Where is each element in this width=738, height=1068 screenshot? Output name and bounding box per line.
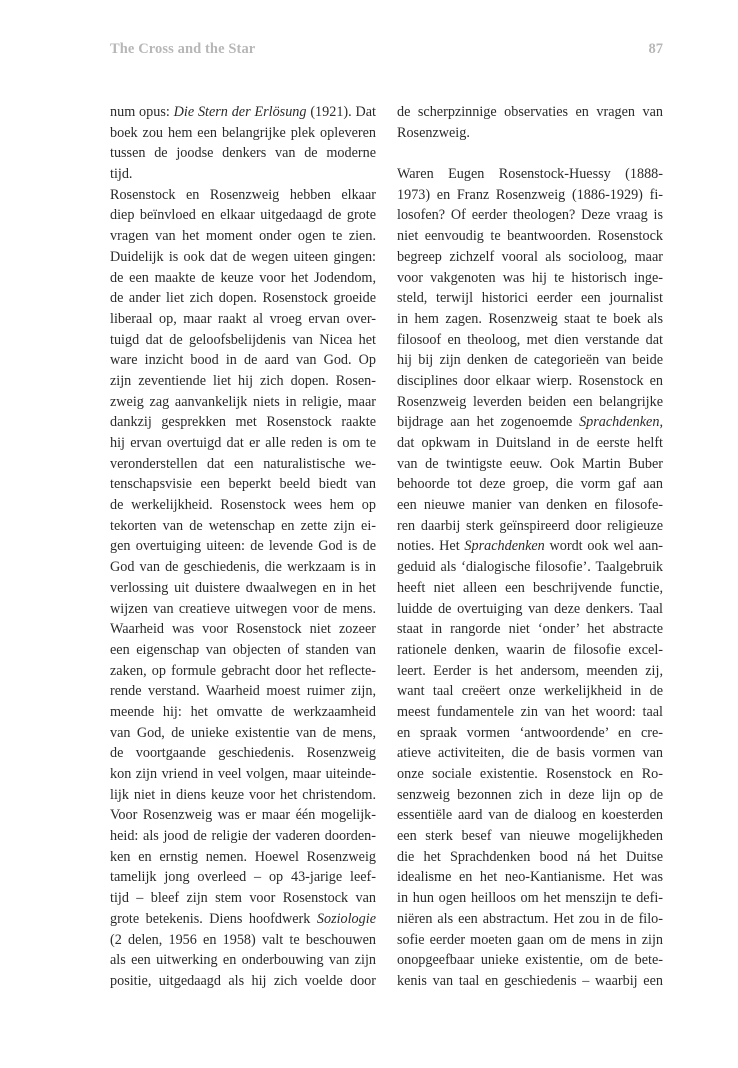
text-run: senzweig bezonnen zich in deze lijn op de bbox=[397, 786, 663, 803]
italic-text: Die Stern der Erlösung bbox=[173, 104, 307, 120]
text-line bbox=[397, 826, 663, 847]
text-run: niëren als een abstractum. Het zou in de filo- bbox=[397, 910, 663, 927]
text-line bbox=[397, 516, 663, 537]
text-run: kenis van taal en geschiedenis – waarbij een bbox=[397, 972, 663, 989]
right-text-column bbox=[397, 102, 663, 992]
text-run: God van de geschiedenis, die werkzaam is in bbox=[110, 559, 376, 576]
text-run: filosoof en theoloog, met dien verstande dat bbox=[397, 331, 663, 348]
text-line bbox=[110, 867, 376, 888]
text-run: grote betekenis. Diens hoofdwerk bbox=[110, 910, 317, 927]
text-run: Rosenstock en Rosenzweig hebben elkaar bbox=[110, 186, 376, 203]
text-line bbox=[397, 330, 663, 351]
text-run: als een uitwerking en onderbouwing van zijn bbox=[110, 952, 376, 969]
text-run: heeft niet alleen een beschrijvende functie, bbox=[397, 579, 663, 596]
text-line bbox=[397, 743, 663, 764]
text-run: luidde de overtuiging van deze denkers. Taal bbox=[397, 600, 663, 617]
text-line bbox=[110, 909, 376, 930]
text-line bbox=[110, 226, 376, 247]
text-run: atieve activiteiten, die de basis vormen van bbox=[397, 745, 663, 762]
text-line bbox=[397, 640, 663, 661]
text-line bbox=[110, 288, 376, 309]
text-run: Rosenzweig leverden beiden een belangrijke bbox=[397, 393, 663, 410]
text-run: en spraak vormen ‘antwoordende’ en cre- bbox=[397, 724, 663, 741]
text-line bbox=[110, 847, 376, 868]
italic-text: Soziologie bbox=[316, 910, 376, 927]
text-run: (2 delen, 1956 en 1958) valt te beschouwen bbox=[110, 931, 376, 948]
text-line bbox=[110, 640, 376, 661]
text-run: dankzij gesprekken met Rosenstock raakte bbox=[110, 414, 376, 431]
text-run: tijd. bbox=[110, 166, 133, 183]
text-line bbox=[397, 205, 663, 226]
text-run: zijn zeventiende liet hij zich dopen. Rosen- bbox=[110, 372, 376, 389]
text-line bbox=[397, 867, 663, 888]
text-run: in hem zagen. Rosenzweig staat te boek als bbox=[397, 310, 663, 327]
text-line bbox=[110, 433, 376, 454]
text-line bbox=[110, 888, 376, 909]
text-line bbox=[397, 454, 663, 475]
text-line bbox=[397, 661, 663, 682]
text-run: sofie eerder moeten gaan om de mens in zijn bbox=[397, 931, 663, 948]
text-run: ware inzicht bood in de aard van God. Op bbox=[110, 352, 376, 369]
text-run: idealisme en het neo-Kantianisme. Het was bbox=[397, 869, 663, 886]
text-run: rationele denken, waarin de filosofie excel- bbox=[397, 641, 663, 658]
text-run: num opus: bbox=[110, 104, 174, 120]
text-line bbox=[110, 743, 376, 764]
text-run: kon zijn vriend in veel volgen, maar uiteinde- bbox=[110, 766, 376, 782]
text-line bbox=[397, 536, 663, 557]
text-line bbox=[110, 371, 376, 392]
text-run: ken en ernstig nemen. Hoewel Rosenzweig bbox=[110, 848, 376, 865]
text-line bbox=[110, 164, 376, 185]
text-line bbox=[397, 412, 663, 433]
text-run: voor vakgenoten was hij te historisch inge- bbox=[397, 269, 663, 286]
text-line bbox=[110, 661, 376, 682]
text-line bbox=[397, 123, 663, 144]
text-run: de werkelijkheid. Rosenstock wees hem op bbox=[110, 497, 376, 514]
text-run: Rosenzweig. bbox=[397, 124, 470, 141]
text-run: Duidelijk is ook dat de wegen uiteen gingen: bbox=[110, 248, 376, 265]
text-line bbox=[397, 268, 663, 289]
text-line bbox=[110, 102, 376, 123]
text-line bbox=[110, 557, 376, 578]
italic-text: Sprachdenken bbox=[464, 538, 545, 555]
text-line bbox=[397, 950, 663, 971]
text-run: tenschapsvisie een beperkt beeld biedt van bbox=[110, 476, 376, 493]
text-run: tussen de joodse denkers van de moderne bbox=[110, 145, 376, 162]
text-line bbox=[110, 599, 376, 620]
text-run: tekorten van de wetenschap en zette zijn ei- bbox=[110, 517, 376, 534]
text-run: de scherpzinnige observaties en vragen van bbox=[397, 104, 663, 120]
text-run: hij bij zijn denken de categorieën van beide bbox=[397, 352, 663, 369]
text-line bbox=[397, 474, 663, 495]
text-line bbox=[397, 785, 663, 806]
text-run: Waren Eugen Rosenstock-Huessy (1888- bbox=[397, 166, 663, 183]
text-line bbox=[110, 474, 376, 495]
page-header bbox=[110, 41, 663, 63]
text-run: de een maakte de keuze voor het Jodendom, bbox=[110, 269, 376, 286]
text-run: de ander liet zich dopen. Rosenstock groeide bbox=[110, 290, 376, 307]
text-run: boek zou hem een belangrijke plek opleveren bbox=[110, 124, 376, 141]
text-run: niet eenvoudig te beantwoorden. Rosenstock bbox=[397, 228, 663, 245]
left-text-column bbox=[110, 102, 376, 992]
text-run: tuigd dat de geloofsbelijdenis van Nicea het bbox=[110, 331, 376, 348]
text-line bbox=[110, 930, 376, 951]
text-run: een eigenschap van objecten of standen van bbox=[110, 641, 376, 658]
text-line bbox=[110, 681, 376, 702]
text-line bbox=[110, 143, 376, 164]
text-run: Waarheid was voor Rosenstock niet zozeer bbox=[110, 621, 376, 638]
text-run: 1973) en Franz Rosenzweig (1886-1929) fi- bbox=[397, 186, 663, 203]
text-line bbox=[397, 371, 663, 392]
text-run: die het Sprachdenken bood ná het Duitse bbox=[397, 848, 663, 865]
text-line bbox=[110, 412, 376, 433]
text-line bbox=[397, 723, 663, 744]
text-run: een nieuwe manier van denken en filosofe- bbox=[397, 497, 663, 514]
text-line bbox=[397, 185, 663, 206]
text-line bbox=[110, 123, 376, 144]
text-line bbox=[397, 288, 663, 309]
text-run: essentiële aard van de dialoog en koesterden bbox=[397, 807, 663, 824]
text-line bbox=[110, 785, 376, 806]
text-line bbox=[110, 330, 376, 351]
text-run: rende verstand. Waarheid moest ruimer zijn, bbox=[110, 683, 376, 700]
text-run: ren daarbij sterk geïnspireerd door religieuze bbox=[397, 517, 663, 534]
text-run: disciplines door elkaar wierp. Rosenstock en bbox=[397, 372, 663, 389]
text-run: meest fundamentele zin van het woord: taal bbox=[397, 703, 663, 720]
text-run: want taal creëert onze werkelijkheid in de bbox=[397, 683, 663, 700]
text-run: van God, de unieke existentie van de mens, bbox=[110, 724, 376, 741]
text-line bbox=[110, 536, 376, 557]
text-line bbox=[397, 557, 663, 578]
text-line bbox=[110, 702, 376, 723]
text-line bbox=[397, 805, 663, 826]
text-run: onze sociale existentie. Rosenstock en Ro- bbox=[397, 766, 663, 782]
text-line bbox=[110, 950, 376, 971]
text-line bbox=[397, 909, 663, 930]
text-run: meende hij: het omvatte de werkzaamheid bbox=[110, 703, 376, 720]
text-run: steld, terwijl historici eerder een journalist bbox=[397, 290, 663, 307]
text-line bbox=[110, 454, 376, 475]
text-run: diep beïnvloed en elkaar uitgedaagd de grote bbox=[110, 207, 376, 224]
text-line bbox=[397, 433, 663, 454]
running-title: The Cross and the Star bbox=[110, 41, 256, 57]
italic-text: Sprachdenken, bbox=[579, 414, 663, 431]
page-number: 87 bbox=[648, 41, 663, 57]
text-line bbox=[110, 805, 376, 826]
text-run: vragen van het moment onder ogen te zien. bbox=[110, 228, 376, 245]
text-line bbox=[110, 764, 376, 785]
text-run: van de twintigste eeuw. Ook Martin Buber bbox=[397, 455, 663, 472]
text-line bbox=[397, 350, 663, 371]
text-line bbox=[397, 247, 663, 268]
text-line bbox=[397, 971, 663, 992]
text-line bbox=[110, 495, 376, 516]
text-run: de voortgaande geschiedenis. Rosenzweig bbox=[110, 745, 376, 762]
text-line bbox=[397, 847, 663, 868]
text-run: losofen? Of eerder theologen? Deze vraag is bbox=[397, 207, 663, 224]
text-line bbox=[110, 826, 376, 847]
text-line bbox=[397, 930, 663, 951]
text-run: verlossing uit duistere dwaalwegen en in het bbox=[110, 579, 376, 596]
text-run: gen overtuiging uiteen: de levende God is de bbox=[110, 538, 376, 555]
text-run: tijd – bleef zijn stem voor Rosenstock van bbox=[110, 890, 376, 907]
text-line bbox=[110, 350, 376, 371]
text-line bbox=[110, 247, 376, 268]
text-run: heid: als jood de religie der vaderen doorden- bbox=[110, 828, 376, 845]
text-line bbox=[397, 619, 663, 640]
text-run: onopgeefbaar unieke existentie, om de bete- bbox=[397, 952, 663, 969]
text-line bbox=[110, 578, 376, 599]
text-run: bijdrage aan het zogenoemde bbox=[397, 414, 580, 431]
text-line bbox=[397, 599, 663, 620]
text-run: noties. Het bbox=[397, 538, 465, 555]
text-run: liberaal op, maar raakt al vroeg ervan over- bbox=[110, 310, 376, 327]
text-line bbox=[397, 702, 663, 723]
text-line bbox=[397, 143, 663, 164]
text-line bbox=[397, 888, 663, 909]
text-run: zweig zag aanvankelijk niets in religie, maar bbox=[110, 393, 376, 410]
text-run: dat opkwam in Duitsland in de eerste helft bbox=[397, 435, 663, 451]
text-line bbox=[397, 764, 663, 785]
text-run: wordt ook wel aan- bbox=[544, 538, 664, 555]
text-line bbox=[110, 516, 376, 537]
text-run: tamelijk jong overleed – op 43-jarige leef- bbox=[110, 869, 376, 886]
text-run: leert. Eerder is het andersom, meenden zij, bbox=[397, 662, 663, 679]
text-run: Voor Rosenzweig was er maar één mogelijk- bbox=[110, 807, 376, 824]
text-run: behoorde tot deze groep, die vorm gaf aan bbox=[397, 476, 663, 493]
text-line bbox=[110, 971, 376, 992]
text-line bbox=[397, 164, 663, 185]
text-run: wijzen van creatieve uitwegen voor de mens. bbox=[110, 600, 376, 617]
text-run: staat in rangorde niet ‘onder’ het abstracte bbox=[397, 621, 663, 638]
text-line bbox=[110, 619, 376, 640]
text-line bbox=[110, 185, 376, 206]
text-line bbox=[110, 309, 376, 330]
text-line bbox=[397, 681, 663, 702]
text-run: begreep zichzelf vooral als socioloog, maar bbox=[397, 248, 663, 265]
text-line bbox=[110, 205, 376, 226]
text-run: (1921). Dat bbox=[306, 104, 376, 120]
text-run: veronderstellen dat een naturalistische we- bbox=[110, 455, 376, 472]
text-line bbox=[110, 392, 376, 413]
text-run: positie, uitgedaagd als hij zich voelde door bbox=[110, 972, 376, 989]
text-line bbox=[397, 102, 663, 123]
text-run: zaken, op formule gebracht door het reflecte- bbox=[110, 662, 376, 679]
text-run: lijk niet in diens keuze voor het christendom. bbox=[110, 786, 376, 803]
text-line bbox=[110, 268, 376, 289]
text-line bbox=[397, 392, 663, 413]
text-run: een sterk besef van nieuwe mogelijkheden bbox=[397, 828, 663, 845]
text-run: hij ervan overtuigd dat er alle reden is om te bbox=[110, 435, 376, 451]
text-run: in hun ogen heilloos om het menszijn te defi- bbox=[397, 890, 663, 907]
text-line bbox=[110, 723, 376, 744]
text-line bbox=[397, 495, 663, 516]
text-line bbox=[397, 226, 663, 247]
text-line bbox=[397, 578, 663, 599]
text-run: geduid als ‘dialogische filosofie’. Taalgebruik bbox=[397, 559, 663, 576]
text-line bbox=[397, 309, 663, 330]
